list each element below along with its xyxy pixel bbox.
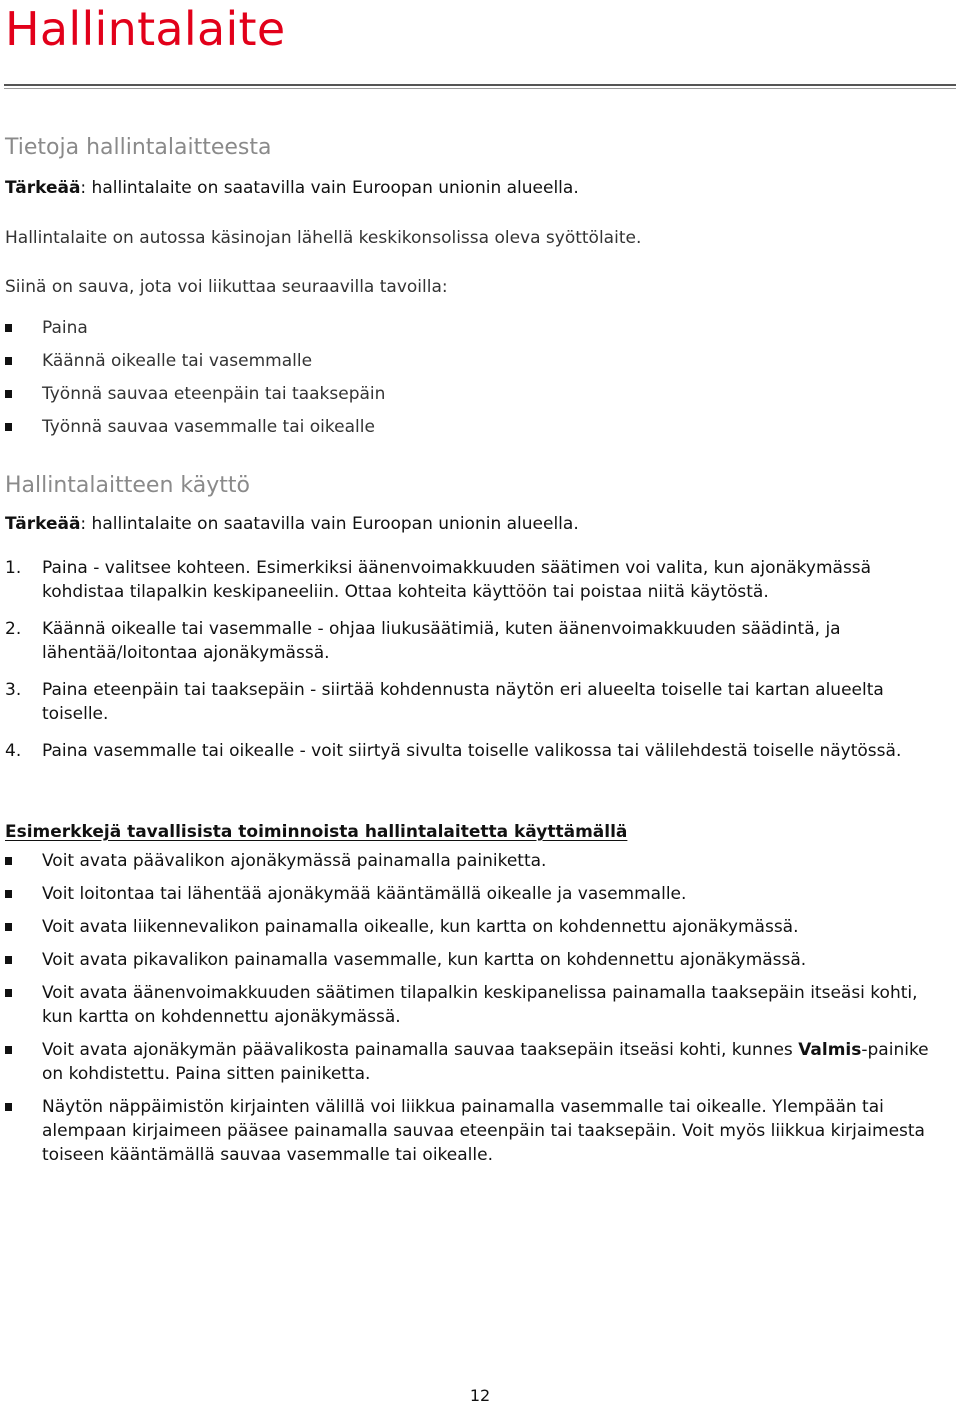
square-bullet-icon — [5, 890, 12, 898]
step-item — [5, 739, 950, 763]
step-item — [5, 678, 950, 726]
important-note — [5, 512, 579, 536]
step-item — [5, 556, 950, 604]
step-text: Paina eteenpäin tai taaksepäin - siirtää kohdennusta näytön eri alueelta toiselle tai kartan alueelta toiselle. — [42, 680, 884, 724]
list-item-text: Näytön näppäimistön kirjainten välillä voi liikkua painamalla vasemmalle tai oikealle. Ylempään tai alempaan kirjaimeen pääsee painamalla sauvaa eteenpäin tai taaksepäin. Voit myös liikkua kirjaimesta toiseen kääntämällä sauvaa vasemmalle tai oikealle. — [42, 1097, 925, 1165]
list-item-text: Voit loitontaa tai lähentää ajonäkymää kääntämällä oikealle ja vasemmalle. — [42, 884, 687, 904]
examples-list — [5, 849, 950, 1176]
list-item — [5, 882, 950, 906]
important-label: Tärkeää — [5, 178, 81, 198]
title-rule-thin — [4, 88, 956, 89]
list-item — [5, 1095, 950, 1167]
list-item-text: Työnnä sauvaa eteenpäin tai taaksepäin — [42, 384, 386, 404]
list-item — [5, 915, 950, 939]
important-note — [5, 176, 579, 200]
square-bullet-icon — [5, 357, 12, 365]
list-item-text: Voit avata äänenvoimakkuuden säätimen tilapalkin keskipanelissa painamalla taaksepäin itseäsi kohti, kun kartta on kohdennettu ajonäkymässä. — [42, 983, 918, 1027]
list-item — [5, 981, 950, 1029]
step-number: 3. — [5, 680, 22, 700]
list-item-text: Voit avata pikavalikon painamalla vasemmalle, kun kartta on kohdennettu ajonäkymässä. — [42, 950, 807, 970]
step-number: 2. — [5, 619, 22, 639]
examples-heading: Esimerkkejä tavallisista toiminnoista hallintalaitetta käyttämällä — [5, 822, 628, 842]
list-item — [5, 349, 950, 373]
square-bullet-icon — [5, 956, 12, 964]
step-text: Paina vasemmalle tai oikealle - voit siirtyä sivulta toiselle valikossa tai välilehdestä toiselle näytössä. — [42, 741, 902, 761]
intro-paragraph: Hallintalaite on autossa käsinojan lähellä keskikonsolissa oleva syöttölaite. — [5, 228, 642, 248]
important-text: : hallintalaite on saatavilla vain Euroopan unionin alueella. — [80, 178, 579, 198]
list-item — [5, 849, 950, 873]
step-text: Paina - valitsee kohteen. Esimerkiksi äänenvoimakkuuden säätimen voi valita, kun ajonäkymässä kohdistaa tilapalkin keskipaneeliin. Ottaa kohteita käyttöön tai poistaa niitä käytöstä. — [42, 558, 872, 602]
important-label: Tärkeää — [5, 514, 81, 534]
step-number: 1. — [5, 558, 22, 578]
square-bullet-icon — [5, 1103, 12, 1111]
square-bullet-icon — [5, 1046, 12, 1054]
list-item — [5, 316, 950, 340]
list-item — [5, 382, 950, 406]
section-heading-usage: Hallintalaitteen käyttö — [5, 473, 250, 498]
page-number: 12 — [469, 1386, 491, 1405]
title-rule — [4, 84, 956, 86]
square-bullet-icon — [5, 989, 12, 997]
list-item-text: Käännä oikealle tai vasemmalle — [42, 351, 313, 371]
list-item — [5, 948, 950, 972]
list-item-text: Työnnä sauvaa vasemmalle tai oikealle — [42, 417, 375, 437]
list-item — [5, 1038, 950, 1086]
step-number: 4. — [5, 741, 22, 761]
square-bullet-icon — [5, 390, 12, 398]
list-item-text: Voit avata ajonäkymän päävalikosta painamalla sauvaa taaksepäin itseäsi kohti, kunnes — [42, 1040, 799, 1060]
step-item — [5, 617, 950, 665]
step-text: Käännä oikealle tai vasemmalle - ohjaa liukusäätimiä, kuten äänenvoimakkuuden säädintä, ja lähentää/loitontaa ajonäkymässä. — [42, 619, 841, 663]
square-bullet-icon — [5, 857, 12, 865]
joystick-paragraph: Siinä on sauva, jota voi liikuttaa seuraavilla tavoilla: — [5, 277, 448, 297]
page-title: Hallintalaite — [5, 2, 286, 56]
square-bullet-icon — [5, 324, 12, 332]
square-bullet-icon — [5, 923, 12, 931]
list-item-bold-text: Valmis — [798, 1040, 862, 1060]
list-item-text: -painike on kohdistettu. Paina sitten painiketta. — [42, 1040, 929, 1084]
list-item-text: Voit avata päävalikon ajonäkymässä painamalla painiketta. — [42, 851, 547, 871]
important-text: : hallintalaite on saatavilla vain Euroopan unionin alueella. — [80, 514, 579, 534]
list-item-text: Voit avata liikennevalikon painamalla oikealle, kun kartta on kohdennettu ajonäkymässä. — [42, 917, 799, 937]
list-item — [5, 415, 950, 439]
square-bullet-icon — [5, 423, 12, 431]
section-heading-about: Tietoja hallintalaitteesta — [5, 135, 272, 160]
list-item-text: Paina — [42, 318, 88, 338]
movement-list — [5, 316, 950, 448]
usage-steps — [5, 556, 950, 776]
